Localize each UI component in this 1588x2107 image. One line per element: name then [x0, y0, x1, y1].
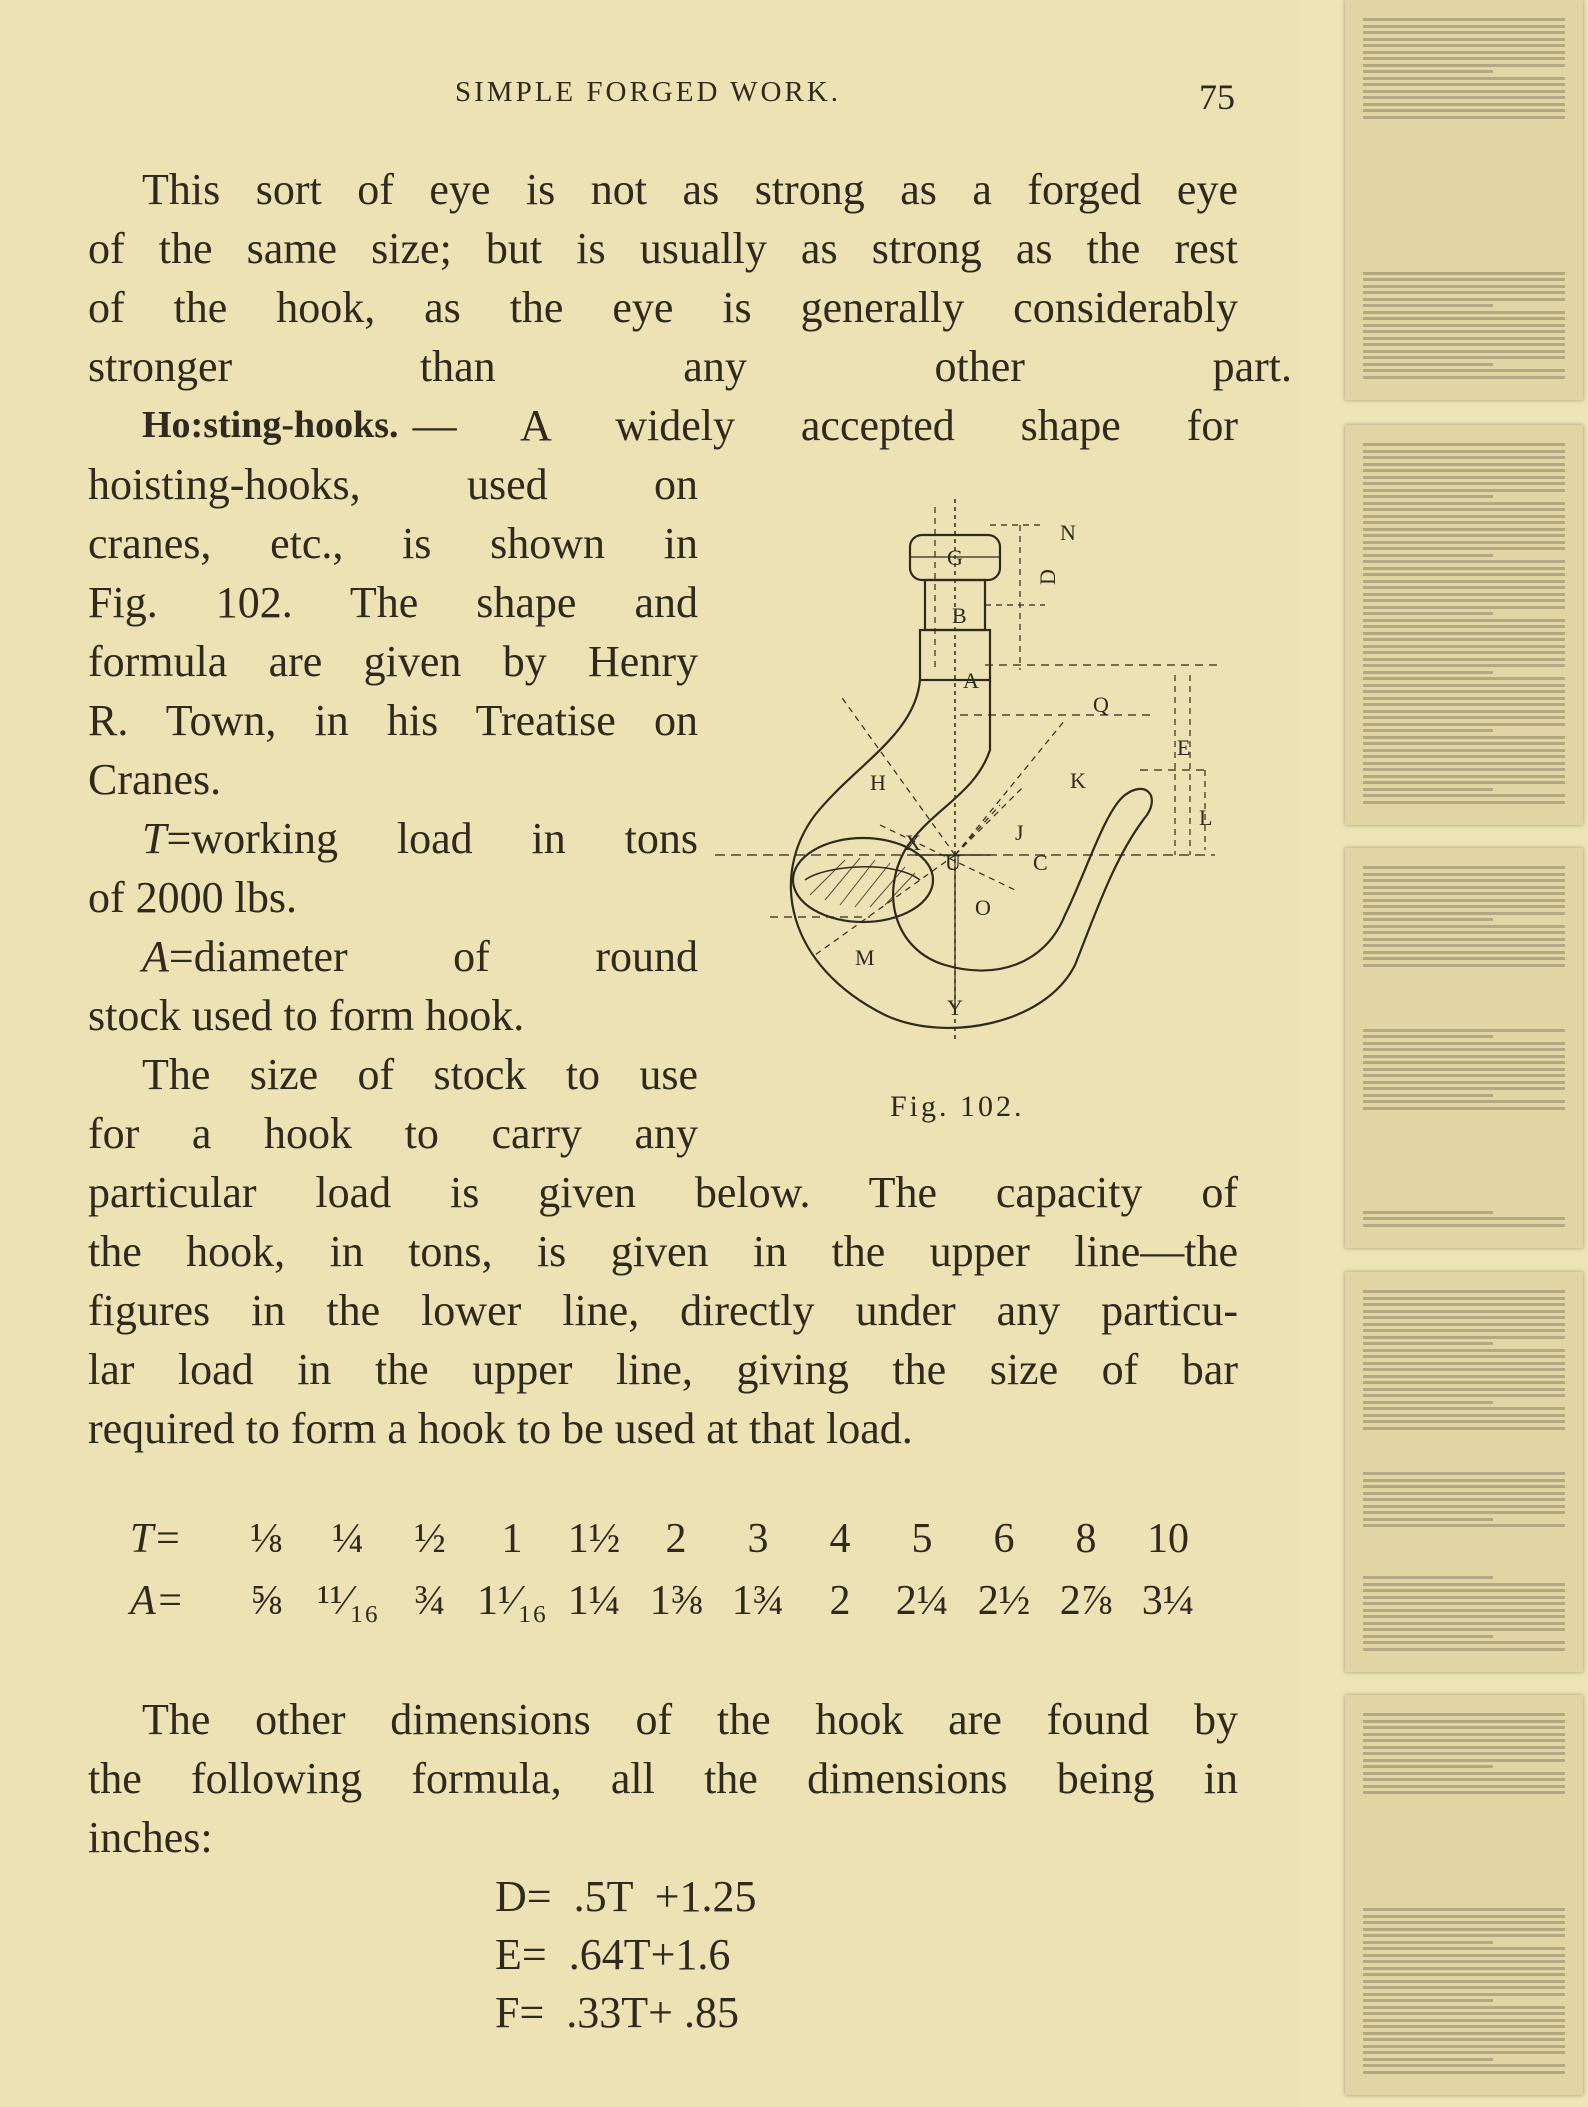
text-line: This sort of eye is not as strong as a forged eye: [142, 165, 1238, 214]
thumbnail-text-line: [1363, 1947, 1565, 1950]
thumbnail-text-line: [1363, 1785, 1565, 1788]
thumbnail-text-line: [1363, 1388, 1565, 1391]
thumbnail-text-line: [1363, 547, 1565, 550]
hook-diagram: [715, 495, 1235, 1075]
text-line: inches:: [88, 1813, 213, 1862]
thumbnail-text-line: [1363, 291, 1565, 294]
thumbnail-text-line: [1363, 116, 1565, 119]
text-line: for a hook to carry any: [88, 1109, 698, 1158]
thumbnail-text-line: [1363, 521, 1565, 524]
thumbnail-text-line: [1363, 1746, 1565, 1749]
thumbnail-text-line: [1363, 1316, 1565, 1319]
symbol-t: T: [142, 814, 167, 863]
thumbnail-text-line: [1363, 944, 1565, 947]
a-value: ¹¹⁄₁₆: [317, 1578, 379, 1624]
t-value: 6: [993, 1516, 1015, 1562]
thumbnail-text-line: [1363, 1342, 1493, 1345]
thumbnail-text-line: [1363, 57, 1565, 60]
thumbnail-text-line: [1363, 2045, 1565, 2048]
thumbnail-text-line: [1363, 1733, 1565, 1736]
thumbnail-text-line: [1363, 25, 1565, 28]
thumbnail-text-line: [1363, 931, 1565, 934]
thumbnail-text-line: [1363, 684, 1565, 687]
thumbnail-text-line: [1363, 593, 1565, 596]
thumbnail-text-line: [1363, 690, 1565, 693]
thumbnail-text-line: [1363, 324, 1565, 327]
a-value: 2: [829, 1578, 851, 1624]
thumbnail-text-line: [1363, 1726, 1565, 1729]
paragraph-eye-strength: [88, 160, 1292, 396]
thumbnail-text-line: [1363, 534, 1565, 537]
thumbnail-text-line: [1363, 1999, 1493, 2002]
thumbnail-text-line: [1363, 1472, 1565, 1475]
thumbnail-text-line: [1363, 938, 1565, 941]
thumbnail-text-line: [1363, 912, 1565, 915]
text-line: cranes, etc., is shown in: [88, 519, 698, 568]
text-line: Fig. 102. The shape and: [88, 578, 698, 627]
t-value: 2: [665, 1516, 687, 1562]
thumbnail-text-line: [1363, 788, 1493, 791]
thumbnail-text-line: [1363, 311, 1565, 314]
thumbnail-text-line: [1363, 1479, 1565, 1482]
text-span: =diameter of round: [168, 932, 698, 981]
thumbnail-text-line: [1363, 1648, 1565, 1651]
thumbnail-text-line: [1363, 736, 1565, 739]
label-l: L: [1199, 805, 1213, 830]
thumbnail-text-line: [1363, 1524, 1565, 1527]
thumbnail-text-line: [1363, 573, 1565, 576]
text-line: of the hook, as the eye is generally considerably: [88, 283, 1238, 332]
text-line: R. Town, in his Treatise on: [88, 696, 698, 745]
thumbnail-text-line: [1363, 2012, 1565, 2015]
thumbnail-text-line: [1363, 2064, 1565, 2067]
thumbnail-text-line: [1363, 77, 1565, 80]
label-o: O: [975, 895, 991, 920]
thumbnail-text-line: [1363, 1042, 1565, 1045]
thumbnail-text-line: [1363, 762, 1565, 765]
thumbnail-text-line: [1363, 899, 1565, 902]
thumbnail-text-line: [1363, 1068, 1565, 1071]
thumbnail-text-line: [1363, 658, 1565, 661]
t-value: 8: [1075, 1516, 1097, 1562]
a-value: 3¼: [1141, 1578, 1195, 1624]
thumbnail-text-line: [1363, 1511, 1565, 1514]
thumbnail-text-line: [1363, 651, 1565, 654]
t-label: T=: [130, 1516, 182, 1562]
label-j: J: [1015, 820, 1024, 845]
thumbnail-text-line: [1363, 1941, 1493, 1944]
t-value: ½: [414, 1516, 446, 1562]
thumbnail-text-line: [1363, 1993, 1565, 1996]
a-value: 2⅞: [1059, 1578, 1113, 1624]
thumbnail-text-line: [1363, 2058, 1493, 2061]
thumbnail-text-line: [1363, 801, 1565, 804]
thumbnail-text-line: [1363, 508, 1565, 511]
thumbnail-text-line: [1363, 376, 1565, 379]
t-value: 3: [747, 1516, 769, 1562]
text-line: stock used to form hook.: [88, 991, 525, 1040]
thumbnail-text-line: [1363, 645, 1565, 648]
thumbnail-text-line: [1363, 1967, 1565, 1970]
thumbnail-text-line: [1363, 1349, 1565, 1352]
thumbnail-text-line: [1363, 671, 1493, 674]
thumbnail-text-line: [1363, 317, 1565, 320]
a-value: 1¾: [731, 1578, 785, 1624]
thumbnail-text-line: [1363, 1518, 1493, 1521]
text-line: stronger than any other part.: [88, 342, 1292, 391]
label-c: C: [1033, 850, 1048, 875]
thumbnail-text-line: [1363, 1394, 1565, 1397]
formula-e: E= .64T+1.6: [495, 1930, 731, 1979]
thumbnail-text-line: [1363, 638, 1565, 641]
thumbnail-text-line: [1363, 918, 1493, 921]
thumbnail-text-line: [1363, 742, 1565, 745]
thumbnail-text-line: [1363, 599, 1565, 602]
thumbnail-text-line: [1363, 716, 1565, 719]
thumbnail-text-line: [1363, 1401, 1493, 1404]
thumbnail-text-line: [1363, 350, 1565, 353]
thumbnail-text-line: [1363, 70, 1493, 73]
thumbnail-text-line: [1363, 1615, 1565, 1618]
thumbnail-text-line: [1363, 580, 1565, 583]
thumbnail-text-line: [1363, 560, 1565, 563]
hoisting-hooks-lead: [88, 396, 1238, 455]
thumbnail-text-line: [1363, 1323, 1565, 1326]
text-line: particular load is given below. The capacity of: [88, 1168, 1238, 1217]
label-x: X: [905, 830, 921, 855]
thumbnail-text-line: [1363, 541, 1565, 544]
thumbnail-text-line: [1363, 1921, 1565, 1924]
label-b: B: [952, 603, 967, 628]
page-thumbnail[interactable]: [1345, 1695, 1583, 2095]
t-value: 1: [501, 1516, 523, 1562]
thumbnail-text-line: [1363, 1048, 1565, 1051]
thumbnail-text-line: [1363, 44, 1565, 47]
load-row: [130, 1508, 1209, 1570]
thumbnail-text-line: [1363, 1427, 1565, 1430]
thumbnail-text-line: [1363, 1589, 1565, 1592]
thumbnail-text-line: [1363, 1628, 1565, 1631]
thumbnail-text-line: [1363, 723, 1565, 726]
text-line: required to form a hook to be used at that load.: [88, 1404, 913, 1453]
a-value: ⅝: [250, 1578, 282, 1624]
thumbnail-text-line: [1363, 1055, 1565, 1058]
thumbnail-text-line: [1363, 1035, 1493, 1038]
label-d: D: [1035, 569, 1060, 585]
label-q: Q: [1093, 692, 1109, 717]
thumbnail-text-line: [1363, 1290, 1565, 1293]
paragraph-formula-intro: [88, 1690, 1238, 1867]
thumbnail-text-line: [1363, 1973, 1565, 1976]
formula-block: [495, 1868, 757, 2042]
thumbnail-text-line: [1363, 697, 1565, 700]
thumbnail-text-line: [1363, 1217, 1565, 1220]
a-value: 2½: [977, 1578, 1031, 1624]
thumbnail-text-line: [1363, 1641, 1565, 1644]
thumbnail-text-line: [1363, 1329, 1565, 1332]
thumbnail-text-line: [1363, 1596, 1565, 1599]
thumbnail-text-line: [1363, 463, 1565, 466]
thumbnail-text-line: [1363, 1928, 1565, 1931]
thumbnail-text-line: [1363, 625, 1565, 628]
a-label: A=: [130, 1578, 184, 1624]
thumbnail-text-line: [1363, 476, 1565, 479]
thumbnail-text-line: [1363, 1061, 1565, 1064]
a-value: 1¹⁄₁₆: [477, 1578, 547, 1624]
thumbnail-text-line: [1363, 892, 1565, 895]
size-row: [130, 1570, 1209, 1632]
thumbnail-text-line: [1363, 768, 1565, 771]
thumbnail-text-line: [1363, 38, 1565, 41]
thumbnail-text-line: [1363, 2038, 1565, 2041]
text-line: figures in the lower line, directly under any particu-: [88, 1286, 1238, 1335]
thumbnail-text-line: [1363, 2051, 1565, 2054]
thumbnail-text-line: [1363, 450, 1565, 453]
thumbnail-text-line: [1363, 1375, 1565, 1378]
thumbnail-text-line: [1363, 1107, 1565, 1110]
running-header: [455, 76, 1235, 116]
thumbnail-text-line: [1363, 619, 1565, 622]
page-thumbnail[interactable]: [1345, 848, 1583, 1248]
thumbnail-text-line: [1363, 1336, 1565, 1339]
label-h: H: [870, 770, 886, 795]
thumbnail-text-line: [1363, 356, 1565, 359]
thumbnail-text-line: [1363, 469, 1565, 472]
thumbnail-text-line: [1363, 109, 1565, 112]
thumbnail-text-line: [1363, 103, 1565, 106]
thumbnail-text-line: [1363, 1778, 1565, 1781]
thumbnail-text-line: [1363, 1310, 1565, 1313]
thumbnail-text-line: [1363, 1094, 1493, 1097]
thumbnail-text-line: [1363, 664, 1565, 667]
thumbnail-text-line: [1363, 1498, 1565, 1501]
thumbnail-text-line: [1363, 1934, 1565, 1937]
thumbnail-text-line: [1363, 925, 1565, 928]
thumbnail-text-line: [1363, 1492, 1565, 1495]
thumbnail-text-line: [1363, 1081, 1565, 1084]
a-value: 1¼: [567, 1578, 621, 1624]
thumbnail-text-line: [1363, 272, 1565, 275]
thumbnail-text-line: [1363, 794, 1565, 797]
thumbnail-text-line: [1363, 1297, 1565, 1300]
thumbnail-text-line: [1363, 2019, 1565, 2022]
thumbnail-text-line: [1363, 502, 1565, 505]
thumbnail-text-line: [1363, 1739, 1565, 1742]
text-line: hoisting-hooks, used on: [88, 460, 698, 509]
thumbnail-text-line: [1363, 337, 1565, 340]
thumbnail-text-line: [1363, 586, 1565, 589]
text-line: formula are given by Henry: [88, 637, 698, 686]
definition-t: [88, 809, 698, 868]
thumbnail-text-line: [1363, 343, 1565, 346]
thumbnail-text-line: [1363, 1576, 1493, 1579]
label-k: K: [1070, 768, 1086, 793]
label-e: E: [1177, 735, 1191, 760]
section-heading: Ho:sting-hooks.: [142, 404, 399, 446]
text-line: lar load in the upper line, giving the size of bar: [88, 1345, 1238, 1394]
thumbnail-text-line: [1363, 1960, 1565, 1963]
thumbnail-text-line: [1363, 775, 1565, 778]
thumbnail-text-line: [1363, 1381, 1565, 1384]
thumbnail-text-line: [1363, 1505, 1565, 1508]
thumbnail-text-line: [1363, 879, 1565, 882]
thumbnail-text-line: [1363, 1765, 1493, 1768]
text-line: The size of stock to use: [142, 1050, 698, 1099]
label-n: N: [1060, 520, 1076, 545]
thumbnail-text-line: [1363, 1635, 1493, 1638]
thumbnail-text-line: [1363, 1407, 1565, 1410]
thumbnail-text-line: [1363, 495, 1493, 498]
thumbnail-text-line: [1363, 1362, 1565, 1365]
thumbnail-text-line: [1363, 606, 1565, 609]
thumbnail-text-line: [1363, 710, 1565, 713]
text-line: [88, 396, 1238, 455]
thumbnail-text-line: [1363, 1100, 1565, 1103]
thumbnail-text-line: [1363, 632, 1565, 635]
thumbnail-text-line: [1363, 1414, 1565, 1417]
thumbnail-text-line: [1363, 18, 1565, 21]
thumbnail-text-line: [1363, 886, 1565, 889]
thumbnail-text-line: [1363, 1609, 1565, 1612]
thumbnail-text-line: [1363, 1029, 1565, 1032]
thumbnail-text-line: [1363, 1791, 1565, 1794]
thumbnail-text-line: [1363, 1303, 1565, 1306]
thumbnail-text-line: [1363, 1420, 1565, 1423]
thumbnail-text-line: [1363, 304, 1493, 307]
thumbnail-text-line: [1363, 1211, 1493, 1214]
thumbnail-text-line: [1363, 1915, 1565, 1918]
thumbnail-text-line: [1363, 677, 1565, 680]
thumbnail-text-line: [1363, 96, 1565, 99]
thumbnail-text-line: [1363, 1713, 1565, 1716]
thumbnail-text-line: [1363, 951, 1565, 954]
symbol-a: A: [142, 932, 169, 981]
thumbnail-text-line: [1363, 489, 1565, 492]
thumbnail-text-line: [1363, 2071, 1565, 2074]
thumbnail-text-line: [1363, 612, 1493, 615]
page-number: 75: [1199, 77, 1235, 117]
thumbnail-text-line: [1363, 554, 1493, 557]
page-thumbnail[interactable]: [1345, 0, 1583, 400]
label-g: G: [947, 545, 963, 570]
text-line: of the same size; but is usually as strong as the rest: [88, 224, 1238, 273]
label-y: Y: [947, 995, 963, 1020]
text-line: the following formula, all the dimensions being in: [88, 1754, 1238, 1803]
thumbnail-text-line: [1363, 1355, 1565, 1358]
a-value: 1⅜: [649, 1578, 703, 1624]
thumbnail-text-line: [1363, 781, 1565, 784]
thumbnail-text-line: [1363, 567, 1565, 570]
thumbnail-text-line: [1363, 2032, 1565, 2035]
thumbnail-text-line: [1363, 1720, 1565, 1723]
thumbnail-text-line: [1363, 330, 1565, 333]
text-line: Cranes.: [88, 755, 222, 804]
thumbnail-text-line: [1363, 298, 1565, 301]
thumbnail-text-line: [1363, 1074, 1565, 1077]
thumbnail-text-line: [1363, 51, 1565, 54]
thumbnail-text-line: [1363, 515, 1565, 518]
text-span: =working load in tons: [166, 814, 698, 863]
formula-d: D= .5T +1.25: [495, 1872, 757, 1921]
thumbnail-text-line: [1363, 1772, 1565, 1775]
t-value: 1½: [567, 1516, 621, 1562]
thumbnail-text-line: [1363, 31, 1565, 34]
text-span: — A widely accepted shape for: [412, 401, 1238, 450]
label-m: M: [855, 945, 875, 970]
label-a: A: [963, 668, 979, 693]
thumbnail-text-line: [1363, 1759, 1565, 1762]
thumbnail-text-line: [1363, 866, 1565, 869]
thumbnail-text-line: [1363, 443, 1565, 446]
thumbnail-text-line: [1363, 83, 1565, 86]
thumbnail-text-line: [1363, 749, 1565, 752]
thumbnail-text-line: [1363, 2006, 1565, 2009]
page-thumbnail[interactable]: [1345, 425, 1583, 825]
text-line: The other dimensions of the hook are found by: [142, 1695, 1238, 1744]
a-value: 2¼: [895, 1578, 949, 1624]
text-line: the hook, in tons, is given in the upper line—the: [88, 1227, 1238, 1276]
thumbnail-text-line: [1363, 90, 1565, 93]
thumbnail-text-line: [1363, 1583, 1565, 1586]
formula-f: F= .33T+ .85: [495, 1988, 739, 2037]
figure-caption: Fig. 102.: [890, 1090, 1025, 1123]
thumbnail-text-line: [1363, 1980, 1565, 1983]
thumbnail-text-line: [1363, 703, 1565, 706]
load-table: [130, 1508, 1209, 1632]
thumbnail-text-line: [1363, 1224, 1565, 1227]
page-thumbnail[interactable]: [1345, 1272, 1583, 1672]
a-value: ¾: [414, 1578, 446, 1624]
thumbnail-text-line: [1363, 729, 1493, 732]
thumbnail-text-line: [1363, 1485, 1565, 1488]
thumbnail-text-line: [1363, 1368, 1565, 1371]
t-value: 4: [829, 1516, 851, 1562]
thumbnail-text-line: [1363, 363, 1493, 366]
thumbnail-text-line: [1363, 1752, 1565, 1755]
thumbnail-text-line: [1363, 285, 1565, 288]
thumbnail-text-line: [1363, 278, 1565, 281]
thumbnail-text-line: [1363, 755, 1565, 758]
thumbnail-text-line: [1363, 1908, 1565, 1911]
t-value: 5: [911, 1516, 933, 1562]
t-value: ¼: [332, 1516, 364, 1562]
running-title: SIMPLE FORGED WORK.: [455, 76, 841, 108]
label-u: U: [945, 850, 961, 875]
thumbnail-text-line: [1363, 905, 1565, 908]
thumbnail-text-line: [1363, 64, 1565, 67]
thumbnail-text-line: [1363, 1622, 1565, 1625]
thumbnail-text-line: [1363, 957, 1565, 960]
thumbnail-text-line: [1363, 1087, 1565, 1090]
thumbnail-text-line: [1363, 1602, 1565, 1605]
thumbnail-text-line: [1363, 964, 1565, 967]
definition-a: [88, 927, 698, 986]
thumbnail-text-line: [1363, 482, 1565, 485]
text-line: of 2000 lbs.: [88, 873, 297, 922]
thumbnail-text-line: [1363, 1954, 1565, 1957]
t-value: 10: [1147, 1516, 1189, 1562]
thumbnail-text-line: [1363, 456, 1565, 459]
t-value: ⅛: [250, 1516, 282, 1562]
thumbnail-text-line: [1363, 528, 1565, 531]
thumbnail-text-line: [1363, 873, 1565, 876]
thumbnail-text-line: [1363, 2025, 1565, 2028]
thumbnail-text-line: [1363, 1986, 1565, 1989]
thumbnail-text-line: [1363, 369, 1565, 372]
